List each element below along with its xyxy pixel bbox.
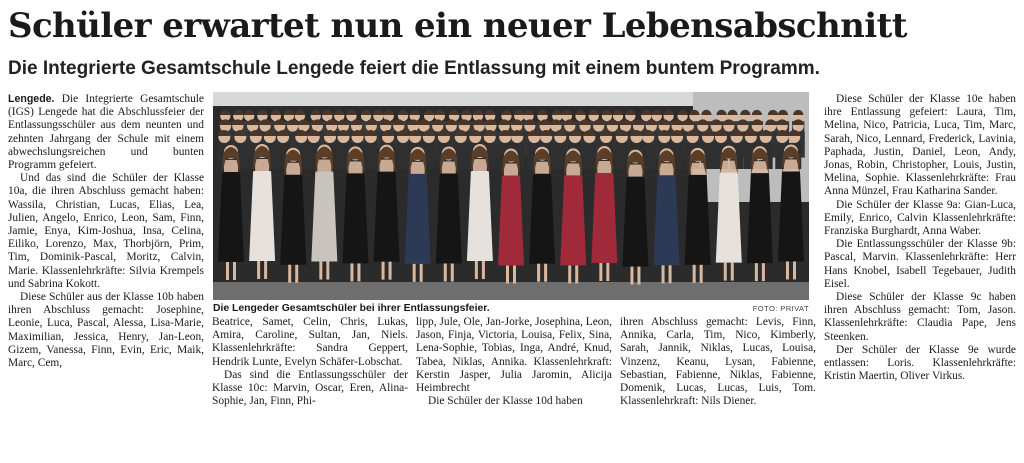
- dateline: Lengede.: [8, 93, 55, 105]
- paragraph-class-10a: Und das sind die Schüler der Klasse 10a, die ihren Abschluss gemacht haben: Wassila, Christian, Lucas, Elias, Lea, Julien, Angelo, Enrico, Leon, Sam, Finn, Jamie, Enya, Kim-Joshua, Insa, Celina, Eiliko, Lorenzo, Max, Thorbjörn, Prim, Tim, Dominik-Pascal, Moritz, Calvin, Marie. Klassenlehrkräfte: Silvia Krempels und Sabrina Kokott.: [8, 172, 204, 290]
- person-leg: [606, 263, 609, 281]
- person-leg: [389, 262, 392, 280]
- person-dress: [467, 171, 493, 261]
- person-dress: [685, 175, 711, 265]
- person-leg: [482, 261, 485, 279]
- paragraph-class-10c-cont: lipp, Jule, Ole, Jan-Jorke, Josephina, Leon, Jason, Finja, Victoria, Louisa, Felix, Sina, Lena-Sophie, Tobias, Inga, André, Knud, Tabea, Niklas, Annika. Klassenlehrkraft: Kerstin Jasper, Julia Jaromin, Alicija Heimbrecht: [416, 316, 612, 395]
- paragraph-class-10d-cont: ihren Abschluss gemacht: Levis, Finn, Annika, Carla, Tim, Nico, Kimberly, Sarah, Jannik, Niklas, Lucas, Louisa, Vinzenz, Keanu, Lysan, Fabienne, Sebastian, Fabienne, Niklas, Fabienne, Domenik, Lucas, Lucas, Luis, Tom. Klassenlehrkraft: Nils Diener.: [620, 316, 816, 408]
- paragraph-class-10d: Die Schüler der Klasse 10d haben: [428, 395, 583, 408]
- person-leg: [731, 263, 734, 281]
- person-leg: [537, 264, 540, 282]
- person-body: [582, 143, 596, 169]
- person-leg: [669, 265, 672, 283]
- paragraph-class-9c: Diese Schüler der Klasse 9c haben ihren Abschluss gemacht: Tom, Jason. Klassenlehrkräfte: Claudia Pape, Jens Steenken.: [824, 291, 1016, 343]
- lead-text: Die Integrierte Gesamtschule (IGS) Lengede hat die Abschlussfeier der Entlassungsschüler aus dem neunten und zehnten Jahrgang der Schule mit einem abwechslungsreichen und bunten Programm gefeiert.: [8, 93, 204, 172]
- person-leg: [506, 266, 509, 284]
- person-dress: [249, 171, 275, 261]
- person-dress: [311, 172, 337, 262]
- person-body: [615, 143, 629, 169]
- person-leg: [444, 263, 447, 281]
- paragraph-class-10b: Diese Schüler aus der Klasse 10b haben ihren Abschluss gemacht: Josephine, Leonie, Luca, Pascal, Alessa, Lisa-Marie, Maximilian, Jessica, Henry, Jan-Leon, Gizem, Vanessa, Finn, Evin, Eric, Maik, Marc, Cem,: [8, 291, 204, 370]
- person-dress: [342, 173, 368, 263]
- article-headline: Schüler erwartet nun ein neuer Lebensabschnitt: [8, 6, 907, 46]
- text-column-1: [8, 93, 204, 459]
- person-leg: [264, 261, 267, 279]
- person-leg: [413, 264, 416, 282]
- paragraph-class-10c: Das sind die Entlassungsschüler der Klasse 10c: Marvin, Oscar, Eren, Alina-Sophie, Jan, Finn, Phi-: [212, 368, 408, 408]
- person-leg: [724, 263, 727, 281]
- lead-paragraph: [8, 93, 204, 172]
- person-dress: [529, 174, 555, 264]
- person-dress: [747, 173, 773, 263]
- person-leg: [568, 265, 571, 283]
- person-leg: [319, 262, 322, 280]
- person-leg: [382, 262, 385, 280]
- text-column-2: [212, 316, 408, 460]
- person-leg: [233, 262, 236, 280]
- person-dress: [436, 173, 462, 263]
- person-leg: [475, 261, 478, 279]
- person-dress: [716, 173, 742, 263]
- group-photo-image: [213, 92, 809, 300]
- person-leg: [630, 267, 633, 285]
- person-leg: [357, 263, 360, 281]
- person-dress: [778, 171, 804, 261]
- group-photo: [213, 92, 809, 300]
- person-leg: [226, 262, 229, 280]
- person-leg: [451, 263, 454, 281]
- person-leg: [295, 265, 298, 283]
- photo-credit: FOTO: PRIVAT: [752, 304, 809, 313]
- person-leg: [326, 262, 329, 280]
- person-leg: [350, 263, 353, 281]
- person-dress: [654, 175, 680, 265]
- photo-floor: [213, 282, 809, 300]
- paragraph-class-9a: Die Schüler der Klasse 9a: Gian-Luca, Emily, Enrico, Calvin Klassenlehrkräfte: Franziska Burghardt, Anna Waber.: [824, 198, 1016, 238]
- person-leg: [755, 263, 758, 281]
- person-dress: [405, 174, 431, 264]
- person-leg: [544, 264, 547, 282]
- person-dress: [622, 177, 648, 267]
- person-leg: [793, 261, 796, 279]
- paragraph-class-10e: Diese Schüler der Klasse 10e haben ihre Entlassung gefeiert: Laura, Tim, Melina, Nico, Patricia, Luca, Tim, Marc, Sarah, Nico, Lennard, Frederick, Lavinia, Paphada, Justin, Daniel, Leon, Andy, Jonas, Robin, Christopher, Louis, Justin, Melina, Sophie. Klassenlehrkräfte: Frau Anna Münzel, Frau Katharina Sander.: [824, 93, 1016, 198]
- person-dress: [591, 173, 617, 263]
- text-column-4: [620, 316, 816, 460]
- paragraph-class-9e: Der Schüler der Klasse 9e wurde entlassen: Loris. Klassenlehrkräfte: Kristin Maertin, Oliver Virkus.: [824, 343, 1016, 383]
- person-leg: [662, 265, 665, 283]
- person-dress: [560, 175, 586, 265]
- person-dress: [374, 172, 400, 262]
- person-leg: [257, 261, 260, 279]
- text-column-5: [824, 93, 1016, 459]
- person-leg: [637, 267, 640, 285]
- person-body: [396, 143, 410, 169]
- person-leg: [288, 265, 291, 283]
- person-leg: [575, 265, 578, 283]
- person-leg: [700, 265, 703, 283]
- person-leg: [599, 263, 602, 281]
- text-column-3: [416, 316, 612, 460]
- paragraph-class-10b-cont: Beatrice, Samet, Celin, Chris, Lukas, Amira, Caroline, Sultan, Jan, Niels. Klassenlehrkräfte: Sandra Geppert, Hendrik Lunte, Evelyn Schäfer-Lobschat.: [212, 316, 408, 368]
- paragraph-class-9b: Die Entlassungsschüler der Klasse 9b: Pascal, Marvin. Klassenlehrkräfte: Herr Hans Knobel, Isabell Tegebauer, Judith Eisel.: [824, 238, 1016, 290]
- person-leg: [786, 261, 789, 279]
- person-leg: [762, 263, 765, 281]
- person-leg: [420, 264, 423, 282]
- person-leg: [693, 265, 696, 283]
- person-leg: [513, 266, 516, 284]
- photo-caption: Die Lengeder Gesamtschüler bei ihrer Entlassungsfeier.: [213, 303, 490, 314]
- person-dress: [280, 175, 306, 265]
- article-subheadline: Die Integrierte Gesamtschule Lengede feiert die Entlassung mit einem buntem Programm.: [8, 58, 820, 79]
- person-dress: [498, 176, 524, 266]
- person-dress: [218, 172, 244, 262]
- person-body: [364, 143, 378, 169]
